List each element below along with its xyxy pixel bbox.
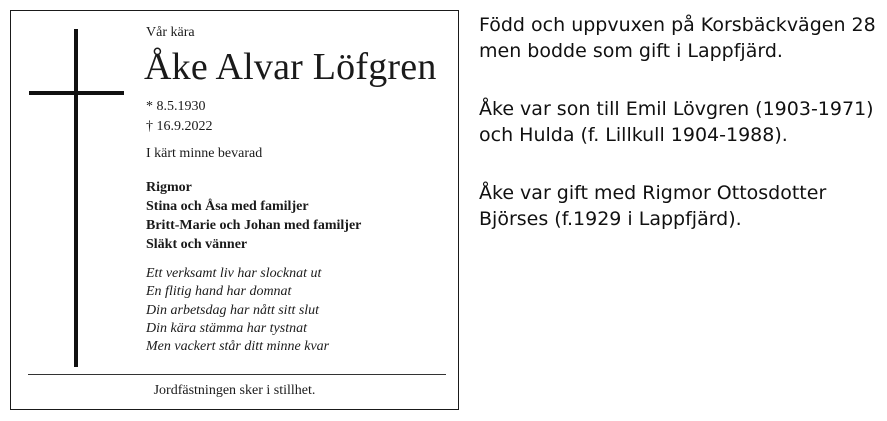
mourner: Rigmor (146, 180, 192, 195)
funeral-note: Jordfästningen sker i stillhet. (153, 383, 316, 398)
mourner: Britt-Marie och Johan med familjer (146, 218, 362, 233)
note-paragraph: Åke var gift med Rigmor Ottosdotter Björses (f.1929 i Lappfjärd). (479, 182, 827, 230)
cross-icon-vertical (74, 29, 78, 367)
deceased-name: Åke Alvar Löfgren (144, 46, 437, 88)
note-paragraph: Åke var son till Emil Lövgren (1903-1971) och Hulda (f. Lillkull 1904-1988). (479, 98, 874, 146)
poem-line: Men vackert står ditt minne kvar (146, 339, 330, 355)
note-paragraph: Född och uppvuxen på Korsbäckvägen 28 men bodde som gift i Lappfjärd. (479, 14, 876, 62)
poem-line: Din arbetsdag har nått sitt slut (146, 302, 320, 318)
memorial-poem (146, 265, 329, 356)
biography-notes (479, 12, 884, 232)
mourner: Släkt och vänner (146, 237, 248, 252)
divider (28, 374, 446, 375)
birth-date: * 8.5.1930 (146, 99, 206, 114)
death-date: † 16.9.2022 (146, 119, 213, 134)
memory-line: I kärt minne bevarad (146, 146, 263, 161)
mourners-list (146, 178, 361, 254)
poem-line: Din kära stämma har tystnat (146, 320, 307, 336)
poem-line: Ett verksamt liv har slocknat ut (146, 266, 322, 281)
poem-line: En flitig hand har domnat (146, 284, 292, 300)
notice-intro: Vår kära (146, 25, 195, 40)
obituary-notice (10, 10, 459, 410)
mourner: Stina och Åsa med familjer (146, 199, 309, 214)
cross-icon-horizontal (29, 91, 124, 95)
